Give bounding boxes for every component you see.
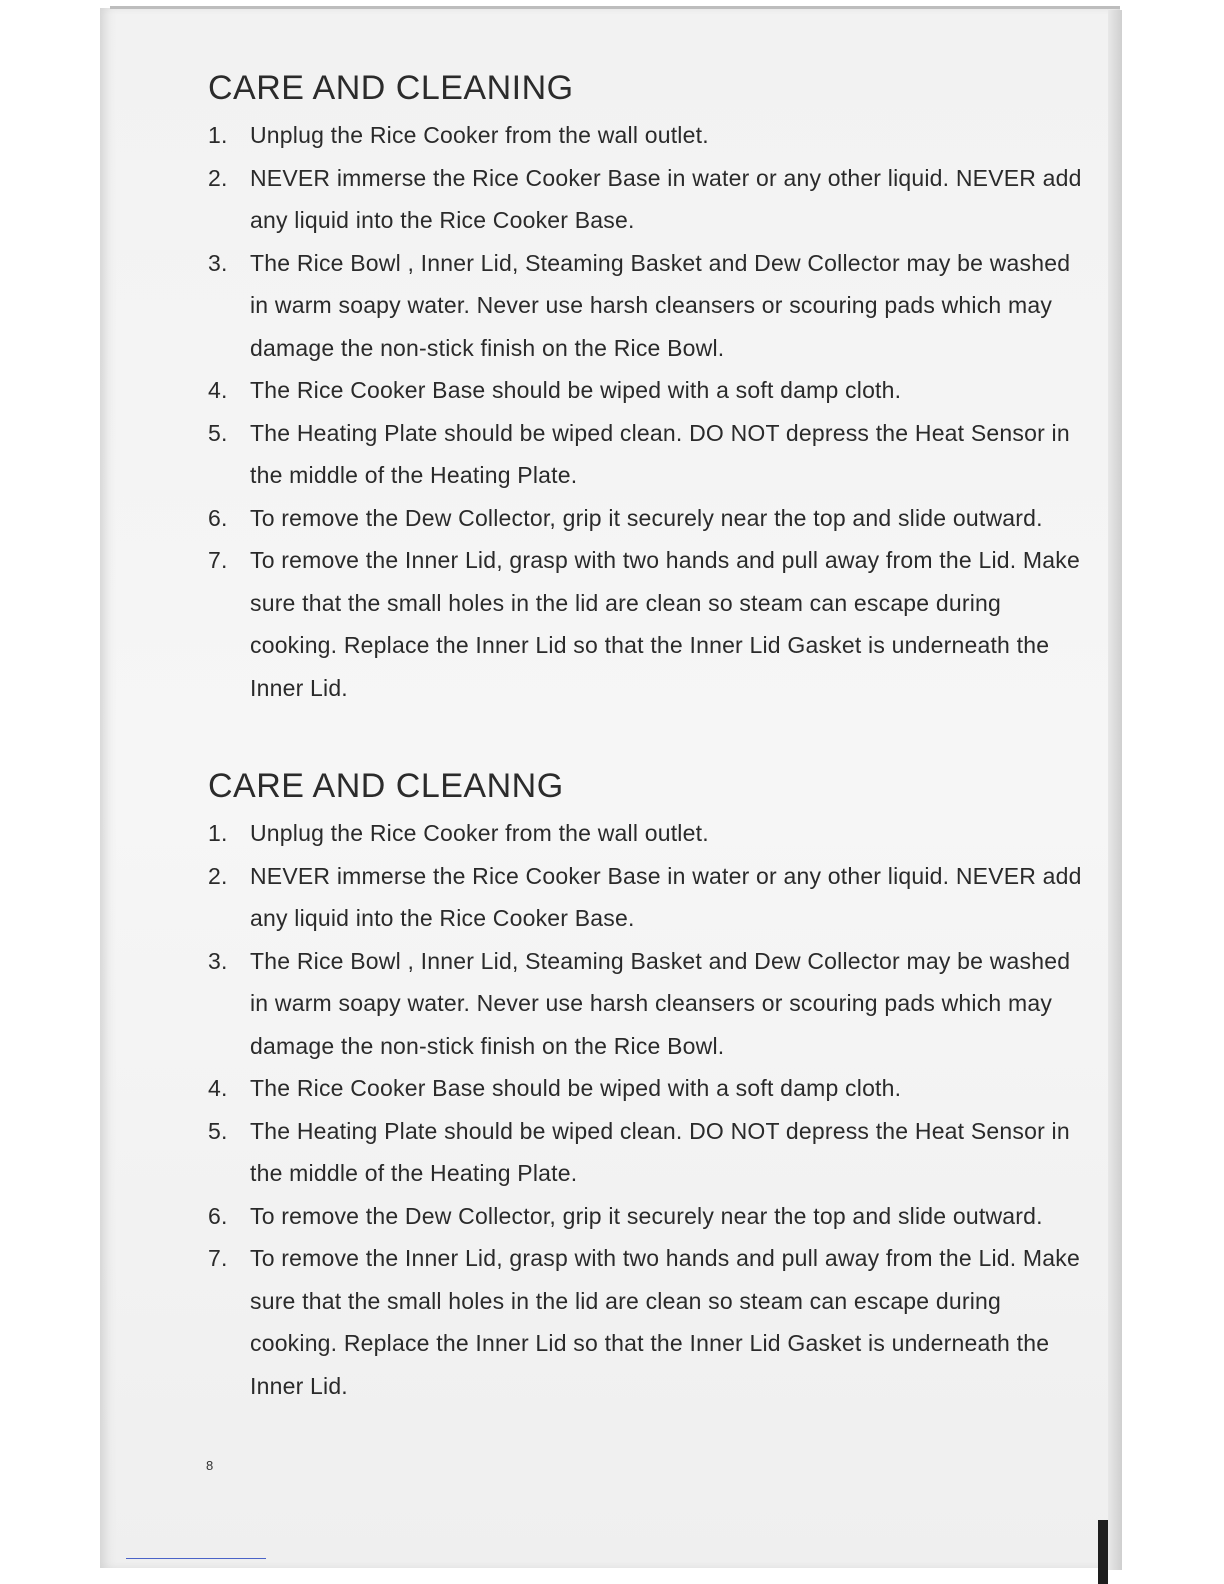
item-text: NEVER immerse the Rice Cooker Base in water or any other liquid. NEVER add any liquid into the Rice Cooker Base. — [250, 862, 1082, 931]
item-number: 2. — [208, 862, 228, 889]
item-number: 2. — [208, 164, 228, 191]
item-text: Unplug the Rice Cooker from the wall outlet. — [250, 820, 709, 846]
list-item — [206, 369, 1086, 412]
item-text: To remove the Inner Lid, grasp with two hands and pull away from the Lid. Make sure that the small holes in the lid are clean so steam can escape during cooking. Replace the Inner Lid so that the Inner Lid Gasket is underneath the Inner Lid. — [250, 547, 1080, 701]
page-number: 8 — [206, 1458, 214, 1473]
item-number: 1. — [208, 122, 228, 148]
section-heading: CARE AND CLEANNG — [208, 767, 564, 805]
item-number: 3. — [208, 947, 228, 974]
item-number: 7. — [208, 1245, 228, 1271]
item-text: To remove the Dew Collector, grip it securely near the top and slide outward. — [250, 504, 1043, 531]
list-item — [206, 1237, 1086, 1407]
item-number: 6. — [208, 504, 228, 531]
list-item — [206, 114, 1086, 157]
item-text: To remove the Inner Lid, grasp with two hands and pull away from the Lid. Make sure that the small holes in the lid are clean so steam can escape during cooking. Replace the Inner Lid so that the Inner Lid Gasket is underneath the Inner Lid. — [250, 1245, 1080, 1399]
item-text: The Heating Plate should be wiped clean. DO NOT depress the Heat Sensor in the middle of the Heating Plate. — [250, 419, 1070, 488]
item-text: Unplug the Rice Cooker from the wall outlet. — [250, 122, 709, 148]
list-item — [206, 412, 1086, 497]
item-text: NEVER immerse the Rice Cooker Base in water or any other liquid. NEVER add any liquid into the Rice Cooker Base. — [250, 164, 1082, 233]
scan-edge-shadow — [1098, 1520, 1108, 1584]
steps-list — [206, 812, 1086, 1407]
care-section-2 — [206, 764, 1086, 1407]
item-number: 1. — [208, 820, 228, 846]
item-number: 7. — [208, 547, 228, 573]
bottom-underline — [126, 1558, 266, 1559]
list-item — [206, 812, 1086, 855]
list-item — [206, 539, 1086, 709]
list-item — [206, 497, 1086, 540]
item-number: 4. — [208, 377, 228, 403]
item-text: The Rice Cooker Base should be wiped with a soft damp cloth. — [250, 377, 902, 403]
item-number: 5. — [208, 1117, 228, 1144]
list-item — [206, 855, 1086, 940]
list-item — [206, 1195, 1086, 1238]
section-heading: CARE AND CLEANING — [208, 69, 574, 107]
care-section-1 — [206, 66, 1086, 709]
page-top-edge — [110, 6, 1120, 9]
item-text: The Rice Bowl , Inner Lid, Steaming Basket and Dew Collector may be washed in warm soapy water. Never use harsh cleansers or scouring pads which may damage the non-stick finish on the Rice Bowl. — [250, 249, 1071, 361]
list-item — [206, 1067, 1086, 1110]
page-right-edge — [1108, 10, 1122, 1570]
list-item — [206, 157, 1086, 242]
item-number: 6. — [208, 1202, 228, 1229]
item-number: 3. — [208, 249, 228, 276]
steps-list — [206, 114, 1086, 709]
list-item — [206, 940, 1086, 1068]
item-text: The Heating Plate should be wiped clean. DO NOT depress the Heat Sensor in the middle of the Heating Plate. — [250, 1117, 1070, 1186]
list-item — [206, 242, 1086, 370]
item-text: The Rice Bowl , Inner Lid, Steaming Basket and Dew Collector may be washed in warm soapy water. Never use harsh cleansers or scouring pads which may damage the non-stick finish on the Rice Bowl. — [250, 947, 1071, 1059]
item-number: 4. — [208, 1075, 228, 1101]
item-number: 5. — [208, 419, 228, 446]
list-item — [206, 1110, 1086, 1195]
item-text: The Rice Cooker Base should be wiped with a soft damp cloth. — [250, 1075, 902, 1101]
item-text: To remove the Dew Collector, grip it securely near the top and slide outward. — [250, 1202, 1043, 1229]
